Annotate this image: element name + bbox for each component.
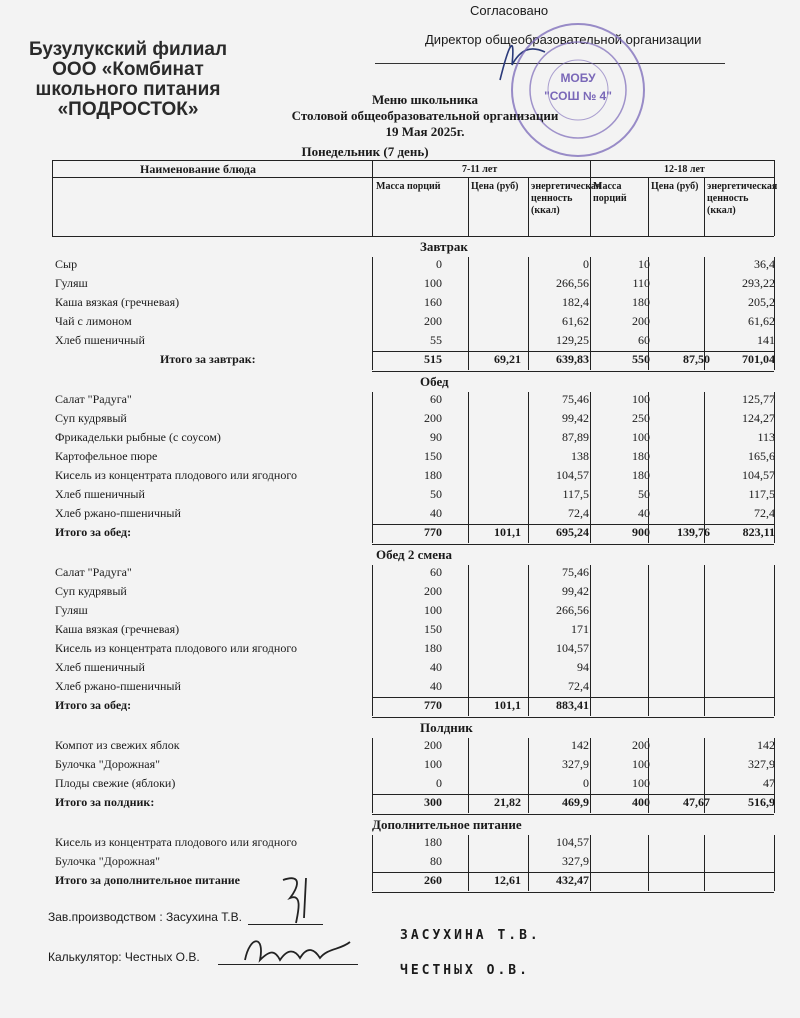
total-row [55,698,775,716]
production-manager-name-stamp: ЗАСУХИНА Т.В. [400,928,541,943]
cell-value: 40 [430,660,442,674]
cell-value: 171 [571,622,589,636]
total-value: 770 [424,525,442,539]
calculator-signature [240,930,360,975]
cell-value: 266,56 [556,276,589,290]
cell-value: 180 [424,835,442,849]
cell-value: 124,27 [742,411,775,425]
table-row [55,679,775,697]
total-label: Итого за завтрак: [160,352,256,366]
table-row [55,738,775,756]
table-row [55,487,775,505]
total-row [55,873,775,891]
dish-name: Чай с лимоном [55,314,132,328]
cell-value: 110 [632,276,650,290]
dish-name: Салат "Радуга" [55,565,132,579]
dish-name: Суп кудрявый [55,584,127,598]
total-value: 21,82 [494,795,521,809]
cell-value: 200 [632,738,650,752]
cell-value: 180 [632,295,650,309]
cell-value: 266,56 [556,603,589,617]
table-row [55,276,775,294]
energy-header-1: энергетическая ценность (ккал) [531,181,602,216]
cell-value: 200 [632,314,650,328]
mass-header-1: Масса порций [376,181,441,192]
cell-value: 180 [632,449,650,463]
cell-value: 104,57 [556,468,589,482]
dish-name: Сыр [55,257,78,271]
cell-value: 99,42 [562,411,589,425]
dish-name: Хлеб ржано-пшеничный [55,679,181,693]
cell-value: 104,57 [556,641,589,655]
table-row [55,392,775,410]
total-row [55,795,775,813]
dish-name: Хлеб ржано-пшеничный [55,506,181,520]
cell-value: 72,4 [568,679,589,693]
total-value: 139,76 [677,525,710,539]
cell-value: 117,5 [748,487,775,501]
cell-value: 0 [436,257,442,271]
stamp-line1: МОБУ [560,71,596,85]
dish-name: Булочка "Дорожная" [55,854,160,868]
cell-value: 100 [424,757,442,771]
table-row [55,295,775,313]
approval-label: Согласовано [470,3,549,18]
table-row [55,333,775,351]
cell-value: 75,46 [562,392,589,406]
cell-value: 100 [632,776,650,790]
cell-value: 99,42 [562,584,589,598]
production-manager-label: Зав.производством : Засухина Т.В. [48,910,242,924]
table-row [55,603,775,621]
menu-date: 19 Мая 2025г. [385,124,465,139]
dish-name: Суп кудрявый [55,411,127,425]
cell-value: 72,4 [754,506,775,520]
cell-value: 100 [424,603,442,617]
dish-name: Булочка "Дорожная" [55,757,160,771]
cell-value: 327,9 [562,757,589,771]
age-group-7-11-header: 7-11 лет [462,164,498,175]
table-row [55,854,775,872]
cell-value: 327,9 [562,854,589,868]
dish-name: Кисель из концентрата плодового или ягодного [55,835,297,849]
total-value: 469,9 [562,795,589,809]
cell-value: 61,62 [748,314,775,328]
total-label: Итого за полдник: [55,795,155,809]
dish-name: Кисель из концентрата плодового или ягодного [55,468,297,482]
cell-value: 205,2 [748,295,775,309]
total-value: 432,47 [556,873,589,887]
cell-value: 40 [638,506,650,520]
section-title: Обед 2 смена [376,547,453,562]
dish-name: Картофельное пюре [55,449,158,463]
cell-value: 200 [424,411,442,425]
cell-value: 142 [571,738,589,752]
total-label: Итого за обед: [55,525,132,539]
cell-value: 60 [430,565,442,579]
total-value: 300 [424,795,442,809]
section-title: Дополнительное питание [372,817,522,832]
total-value: 695,24 [556,525,589,539]
dish-name: Каша вязкая (гречневая) [55,622,180,636]
cell-value: 0 [583,257,589,271]
table-row [55,449,775,467]
section-title: Завтрак [420,239,468,254]
total-value: 823,11 [742,525,775,539]
total-value: 400 [632,795,650,809]
section-title: Полдник [420,720,473,735]
cell-value: 100 [632,392,650,406]
cell-value: 150 [424,622,442,636]
dish-name: Хлеб пшеничный [55,333,145,347]
total-value: 701,04 [742,352,775,366]
section-title: Обед [420,374,449,389]
cell-value: 327,9 [748,757,775,771]
age-group-12-18-header: 12-18 лет [664,164,705,175]
table-row [55,506,775,524]
table-row [55,314,775,332]
cell-value: 75,46 [562,565,589,579]
cell-value: 250 [632,411,650,425]
cell-value: 180 [424,641,442,655]
cell-value: 60 [638,333,650,347]
total-label: Итого за обед: [55,698,132,712]
mass-header-2: Масса порций [593,181,627,204]
table-row [55,584,775,602]
cell-value: 200 [424,738,442,752]
table-row [55,411,775,429]
table-row [55,757,775,775]
cell-value: 117,5 [562,487,589,501]
total-value: 101,1 [494,525,521,539]
dish-name: Компот из свежих яблок [55,738,180,752]
total-value: 516,9 [748,795,775,809]
total-row [55,352,775,370]
cell-value: 40 [430,679,442,693]
dish-name: Салат "Радуга" [55,392,132,406]
total-value: 12,61 [494,873,521,887]
dish-name: Плоды свежие (яблоки) [55,776,176,790]
table-row [55,430,775,448]
table-row [55,468,775,486]
director-label: Директор общеобразовательной организации [425,32,702,47]
cell-value: 165,6 [748,449,775,463]
table-row [55,622,775,640]
cell-value: 180 [424,468,442,482]
cell-value: 100 [632,430,650,444]
cell-value: 141 [757,333,775,347]
cell-value: 160 [424,295,442,309]
cell-value: 94 [577,660,589,674]
calculator-label: Калькулятор: Честных О.В. [48,950,200,964]
cell-value: 180 [632,468,650,482]
cell-value: 182,4 [562,295,589,309]
organization-name: Бузулукский филиал ООО «Комбинат школьного питания «ПОДРОСТОК» [28,39,228,120]
table-row [55,835,775,853]
cell-value: 129,25 [556,333,589,347]
dish-name: Фрикадельки рыбные (с соусом) [55,430,221,444]
cell-value: 0 [436,776,442,790]
total-value: 101,1 [494,698,521,712]
menu-subtitle: Столовой общеобразовательной организации [291,108,559,123]
production-manager-signature [268,868,328,928]
dish-name: Гуляш [55,603,88,617]
table-row [55,776,775,794]
cell-value: 104,57 [742,468,775,482]
total-value: 770 [424,698,442,712]
total-value: 47,67 [683,795,710,809]
total-value: 550 [632,352,650,366]
cell-value: 60 [430,392,442,406]
table-row [55,641,775,659]
dish-name: Гуляш [55,276,88,290]
total-value: 87,50 [683,352,710,366]
total-row [55,525,775,543]
cell-value: 72,4 [568,506,589,520]
cell-value: 104,57 [556,835,589,849]
cell-value: 100 [424,276,442,290]
cell-value: 47 [763,776,775,790]
table-row [55,257,775,275]
cell-value: 125,77 [742,392,775,406]
dish-name: Хлеб пшеничный [55,487,145,501]
cell-value: 90 [430,430,442,444]
cell-value: 61,62 [562,314,589,328]
cell-value: 200 [424,584,442,598]
energy-header-2: энергетическая ценность (ккал) [707,181,778,216]
cell-value: 10 [638,257,650,271]
total-value: 883,41 [556,698,589,712]
total-value: 639,83 [556,352,589,366]
cell-value: 293,22 [742,276,775,290]
dish-name: Каша вязкая (гречневая) [55,295,180,309]
price-header-2: Цена (руб) [651,181,699,192]
cell-value: 80 [430,854,442,868]
stamp-line2: "СОШ № 4" [544,89,612,103]
price-header-1: Цена (руб) [471,181,519,192]
total-value: 69,21 [494,352,521,366]
cell-value: 200 [424,314,442,328]
dish-column-header: Наименование блюда [140,162,256,176]
cell-value: 36,4 [754,257,775,271]
dish-name: Хлеб пшеничный [55,660,145,674]
cell-value: 100 [632,757,650,771]
cell-value: 40 [430,506,442,520]
menu-title: Меню школьника [371,92,479,107]
calculator-name-stamp: ЧЕСТНЫХ О.В. [400,963,530,978]
dish-name: Кисель из концентрата плодового или ягодного [55,641,297,655]
menu-day: Понедельник (7 день) [301,144,429,159]
table-row [55,565,775,583]
total-value: 260 [424,873,442,887]
total-value: 900 [632,525,650,539]
cell-value: 55 [430,333,442,347]
table-row [55,660,775,678]
cell-value: 50 [430,487,442,501]
cell-value: 0 [583,776,589,790]
cell-value: 113 [757,430,775,444]
cell-value: 150 [424,449,442,463]
cell-value: 87,89 [562,430,589,444]
cell-value: 50 [638,487,650,501]
cell-value: 142 [757,738,775,752]
cell-value: 138 [571,449,589,463]
total-label: Итого за дополнительное питание [55,873,240,887]
total-value: 515 [424,352,442,366]
